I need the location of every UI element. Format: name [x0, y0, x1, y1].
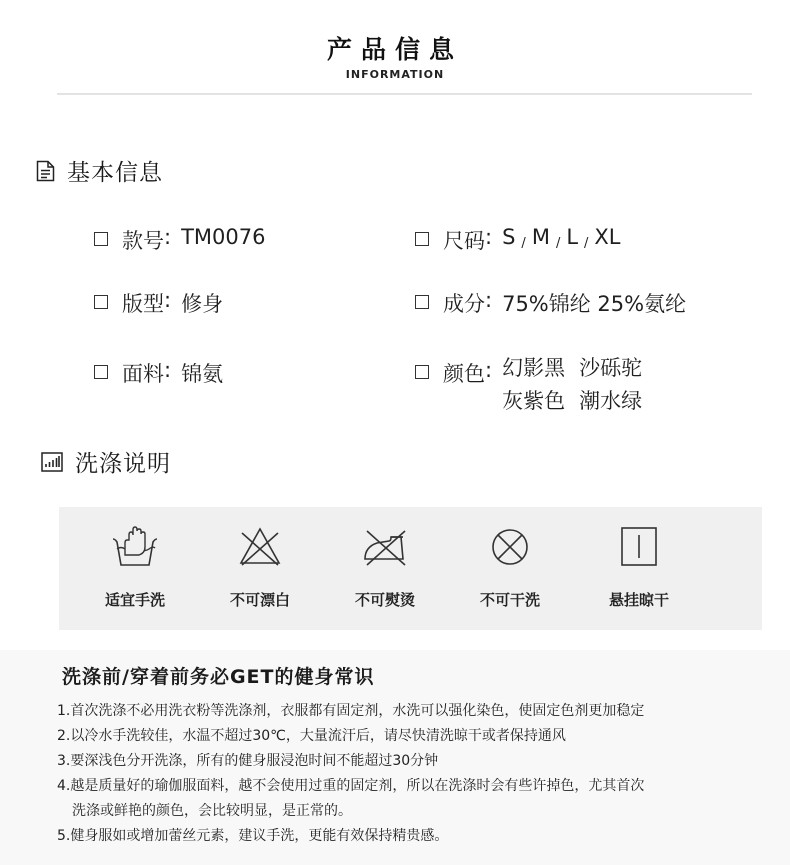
care-note-line: 5.健身服如或增加蕾丝元素，建议手洗，更能有效保持精贵感。	[57, 828, 449, 844]
composition-field: 成分 : 75%锦纶 25%氨纶	[415, 288, 686, 318]
fabric-field: 面料 : 锦氨	[94, 358, 223, 388]
care-notes-section	[0, 650, 790, 865]
page-subtitle: INFORMATION	[345, 68, 445, 81]
care-note-line: 1.首次洗涤不必用洗衣粉等洗涤剂，衣服都有固定剂，水洗可以强化染色，使固定色剂更加稳定	[57, 703, 645, 719]
washing-instructions-panel	[59, 507, 762, 630]
color-option: 沙砾驼	[579, 356, 643, 380]
basic-info-heading	[36, 154, 163, 187]
hang-dry-icon	[575, 525, 703, 569]
fabric-value: 锦氨	[181, 362, 224, 386]
no-dry-clean-icon	[446, 525, 574, 569]
size-label: 尺码	[443, 229, 485, 253]
wash-item-no-dry-clean	[446, 525, 574, 610]
wash-item-hang-dry	[575, 525, 703, 610]
size-option: L	[566, 225, 579, 249]
fit-field: 版型 : 修身	[94, 288, 223, 318]
fabric-label: 面料	[122, 362, 164, 386]
checkbox-icon	[94, 365, 108, 379]
basic-info-title: 基本信息	[67, 160, 163, 186]
checkbox-icon	[94, 295, 108, 309]
composition-value: 75%锦纶 25%氨纶	[502, 292, 687, 316]
care-note-line: 3.要深浅色分开洗涤，所有的健身服浸泡时间不能超过30分钟	[57, 753, 439, 769]
style-number-label: 款号	[122, 229, 164, 253]
size-field: 尺码 : S / M / L / XL	[415, 225, 621, 255]
care-note-line: 2.以冷水手洗较佳，水温不超过30℃，大量流汗后，请尽快清洗晾干或者保持通风	[57, 728, 566, 744]
washing-heading	[41, 445, 171, 478]
checkbox-icon	[415, 365, 429, 379]
hand-wash-icon	[71, 525, 199, 569]
wash-item-label: 不可熨烫	[354, 591, 415, 609]
header-divider	[57, 93, 752, 95]
color-option: 灰紫色	[502, 389, 566, 413]
size-options: S / M / L / XL	[502, 225, 621, 251]
checkbox-icon	[94, 232, 108, 246]
wash-item-hand-wash	[71, 525, 199, 610]
color-option: 幻影黑	[502, 356, 566, 380]
wash-item-no-bleach	[196, 525, 324, 610]
washing-title: 洗涤说明	[75, 451, 171, 477]
color-field: 颜色 : 幻影黑 沙砾驼 灰紫色 潮水绿	[415, 358, 656, 418]
style-number-value: TM0076	[181, 225, 266, 249]
color-label: 颜色	[443, 362, 485, 386]
color-options	[502, 352, 656, 418]
no-iron-icon	[321, 525, 449, 569]
checkbox-icon	[415, 295, 429, 309]
wash-item-label: 不可漂白	[229, 591, 290, 609]
care-note-line: 4.越是质量好的瑜伽服面料，越不会使用过重的固定剂，所以在洗涤时会有些许掉色，尤其首次	[57, 778, 645, 794]
document-icon	[36, 160, 55, 182]
wash-item-label: 悬挂晾干	[608, 591, 669, 609]
style-number-field: 款号 : TM0076	[94, 225, 265, 255]
color-option: 潮水绿	[579, 389, 643, 413]
wash-item-label: 不可干洗	[479, 591, 540, 609]
bar-chart-icon	[41, 452, 63, 472]
care-notes-title: 洗涤前/穿着前务必GET的健身常识	[62, 666, 375, 688]
fit-value: 修身	[181, 292, 224, 316]
no-bleach-icon	[196, 525, 324, 569]
wash-item-label: 适宜手洗	[104, 591, 165, 609]
care-notes-list	[57, 699, 644, 849]
fit-label: 版型	[122, 292, 164, 316]
size-option: XL	[594, 225, 621, 249]
page-title: 产品信息	[326, 35, 463, 64]
composition-label: 成分	[443, 292, 485, 316]
size-option: M	[531, 225, 550, 249]
care-note-line: 洗涤或鲜艳的颜色，会比较明显，是正常的。	[72, 803, 352, 819]
wash-item-no-iron	[321, 525, 449, 610]
size-option: S	[502, 225, 516, 249]
checkbox-icon	[415, 232, 429, 246]
